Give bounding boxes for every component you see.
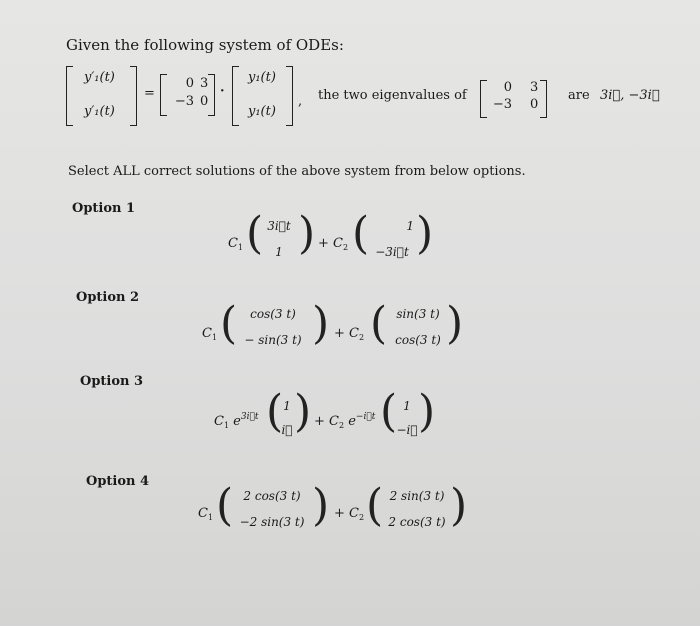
option-2-v2-close: ) xyxy=(446,298,464,349)
option-4-label: Option 4 xyxy=(86,474,150,489)
option-2-vector-1: cos(3 t) − sin(3 t) xyxy=(244,307,302,347)
lhs-left-bracket xyxy=(66,66,73,126)
option-4-vector-2: 2 sin(3 t) 2 cos(3 t) xyxy=(388,489,446,529)
option-3-v1-open: ( xyxy=(266,386,284,437)
matrix-a22: 0 xyxy=(200,94,209,109)
rhs-entry-2: y₁(t) xyxy=(248,104,276,119)
rhs-right-bracket xyxy=(286,66,293,126)
lhs-right-bracket xyxy=(130,66,137,126)
option-1-v2-close: ) xyxy=(416,208,434,259)
eigen-statement: the two eigenvalues of xyxy=(318,88,467,103)
option-3-v2-close: ) xyxy=(418,386,436,437)
option-4-vector-1: 2 cos(3 t) −2 sin(3 t) xyxy=(239,489,305,529)
option-4-v1-open: ( xyxy=(216,480,234,531)
matrix-a11: 0 xyxy=(185,76,194,91)
dot-operator: · xyxy=(220,84,225,99)
option-4-c2: + $C_2$ xyxy=(334,506,365,522)
matrix-left-bracket xyxy=(160,74,167,116)
matrix2-a21: −3 xyxy=(492,97,512,112)
rhs-entry-1: y₁(t) xyxy=(248,70,276,85)
lhs-entry-2: y′₁(t) xyxy=(84,104,115,119)
are-word: are xyxy=(568,88,590,103)
option-4-v2-open: ( xyxy=(366,480,384,531)
option-1-vector-2: 1 −3i⃗t xyxy=(375,219,414,259)
option-1-v1-open: ( xyxy=(246,208,264,259)
comma: , xyxy=(298,94,303,109)
option-2-v2-open: ( xyxy=(370,298,388,349)
matrix2-a11: 0 xyxy=(503,80,512,95)
rhs-left-bracket xyxy=(232,66,239,126)
option-3-vector-1: 1 i⃗ xyxy=(281,399,293,437)
instruction-text: Select ALL correct solutions of the above system from below options. xyxy=(68,164,526,179)
matrix2-left-bracket xyxy=(480,80,487,118)
option-3-c2-exp: + $C_2$ $e^{-i⃗t}$ xyxy=(314,412,376,430)
option-3-vector-2: 1 −i⃗ xyxy=(396,399,418,437)
matrix2-a22: 0 xyxy=(530,97,539,112)
option-1-v1-close: ) xyxy=(298,208,316,259)
matrix-right-bracket xyxy=(208,74,215,116)
option-1-c1: $C_1$ xyxy=(228,236,244,252)
lhs-entry-1: y′₁(t) xyxy=(84,70,115,85)
option-4-v2-close: ) xyxy=(450,480,468,531)
option-4-c1: $C_1$ xyxy=(198,506,214,522)
option-2-v1-open: ( xyxy=(220,298,238,349)
option-4-v1-close: ) xyxy=(312,480,330,531)
option-3-v2-open: ( xyxy=(380,386,398,437)
matrix2-a12: 3 xyxy=(530,80,539,95)
matrix-a12: 3 xyxy=(200,76,209,91)
eigenvalues: 3i⃗, −3i⃗ xyxy=(600,88,660,103)
matrix2-right-bracket xyxy=(540,80,547,118)
option-2-v1-close: ) xyxy=(312,298,330,349)
matrix-a21: −3 xyxy=(174,94,194,109)
equals-sign: = xyxy=(144,86,155,101)
option-3-label: Option 3 xyxy=(80,374,144,389)
option-2-label: Option 2 xyxy=(76,290,140,305)
option-1-v2-open: ( xyxy=(352,208,370,259)
option-1-label: Option 1 xyxy=(72,201,136,216)
option-2-c2: + $C_2$ xyxy=(334,326,365,342)
option-3-c1-exp: $C_1$ $e^{3i⃗t}$ xyxy=(214,412,259,430)
problem-heading: Given the following system of ODEs: xyxy=(66,36,344,54)
option-1-c2: + $C_2$ xyxy=(318,236,349,252)
option-2-vector-2: sin(3 t) cos(3 t) xyxy=(395,307,441,347)
option-1-vector-1: 3i⃗t 1 xyxy=(267,219,291,259)
option-2-c1: $C_1$ xyxy=(202,326,218,342)
option-3-v1-close: ) xyxy=(294,386,312,437)
